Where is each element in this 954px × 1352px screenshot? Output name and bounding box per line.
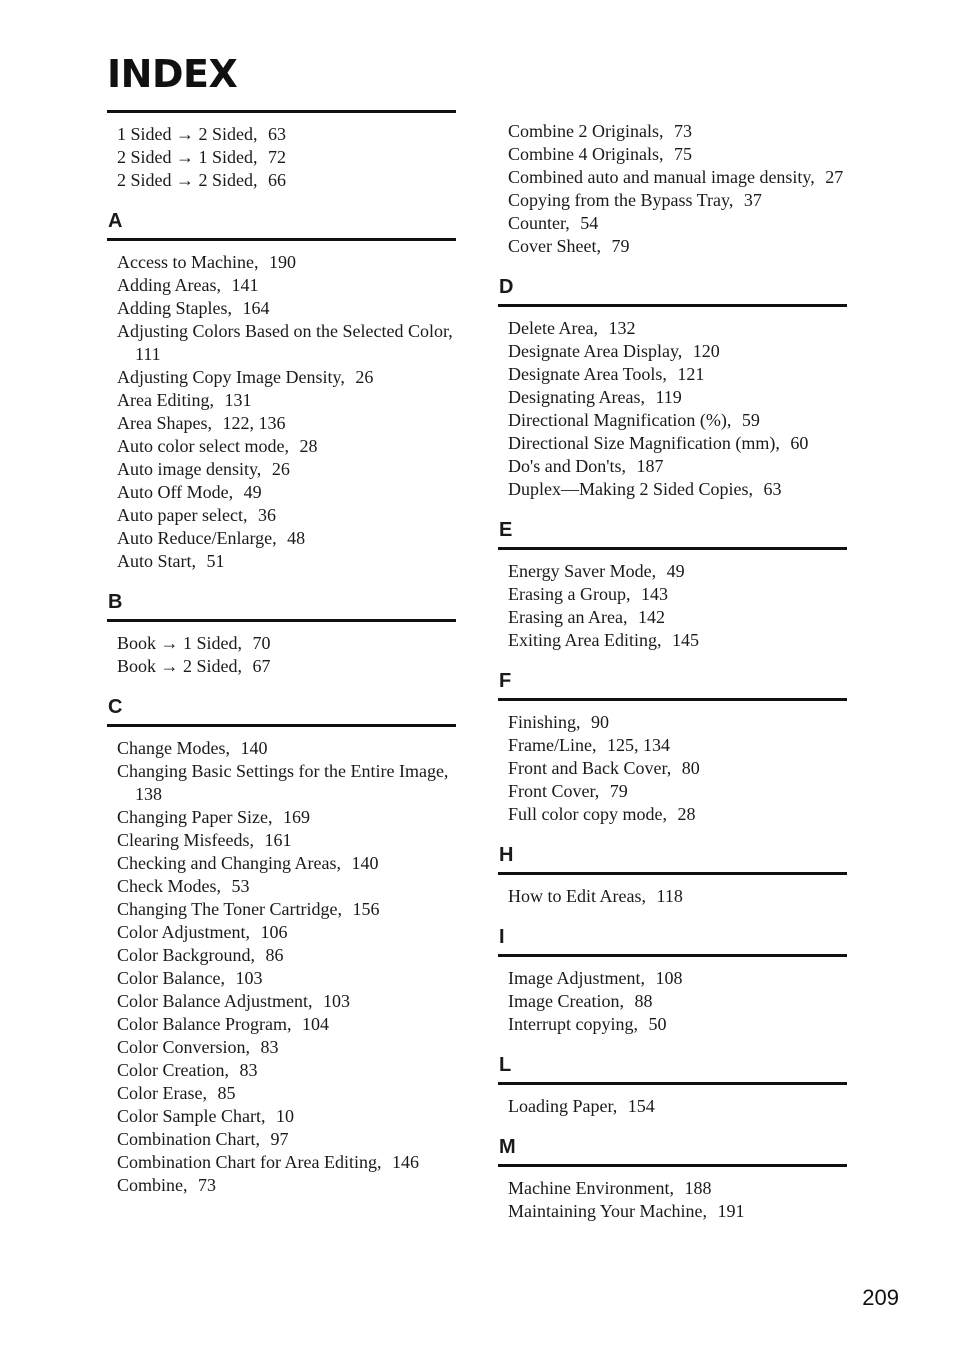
index-entry-term: Erasing a Group,	[508, 584, 631, 604]
index-entry-pages: 132	[608, 318, 636, 338]
section-letter-heading: A	[108, 210, 123, 232]
index-entry-pages: 86	[265, 945, 284, 965]
index-entry	[117, 990, 456, 1013]
index-entry	[508, 143, 847, 166]
index-entry	[117, 297, 456, 320]
index-section	[498, 671, 847, 826]
index-entry	[117, 655, 456, 678]
index-entry-list	[498, 1167, 847, 1223]
index-entry	[117, 251, 456, 274]
index-entry-pages: 26	[355, 367, 374, 387]
index-entry-term: Area Shapes,	[117, 413, 212, 433]
index-entry-term: Color Balance,	[117, 968, 225, 988]
index-entry	[117, 1151, 456, 1174]
index-entry-term: Combine 4 Originals,	[508, 144, 664, 164]
index-entry-pages: 66	[268, 170, 287, 190]
index-entry	[117, 389, 456, 412]
index-section	[498, 1055, 847, 1118]
index-entry-term: Machine Environment,	[508, 1178, 674, 1198]
index-entry	[508, 583, 847, 606]
index-entry-pages: 10	[275, 1106, 294, 1126]
index-entry-pages: 59	[741, 410, 760, 430]
index-section	[498, 120, 847, 258]
index-entry	[117, 481, 456, 504]
index-entry-pages: 118	[656, 886, 683, 906]
index-entry-pages: 73	[198, 1175, 216, 1195]
index-entry	[508, 189, 847, 212]
index-entry-term: Color Balance Adjustment,	[117, 991, 313, 1011]
index-entry	[117, 806, 456, 829]
index-entry-pages: 28	[299, 436, 318, 456]
index-column-right	[498, 120, 847, 1242]
index-entry-term: Exiting Area Editing,	[508, 630, 662, 650]
index-entry	[117, 320, 456, 366]
index-entry-pages: 63	[763, 479, 782, 499]
index-entry-pages: 75	[674, 144, 692, 164]
index-entry-term: Color Background,	[117, 945, 255, 965]
index-entry-term: Changing The Toner Cartridge,	[117, 899, 343, 919]
index-entry-term: Access to Machine,	[117, 252, 259, 272]
index-entry	[117, 875, 456, 898]
index-entry-term: 2 Sided → 2 Sided,	[117, 170, 258, 190]
index-entry-pages: 51	[206, 551, 225, 571]
index-entry-pages: 28	[677, 804, 696, 824]
index-entry-pages: 90	[591, 712, 610, 732]
index-section	[498, 845, 847, 908]
index-entry	[117, 632, 456, 655]
index-entry	[117, 435, 456, 458]
index-entry-term: Combination Chart,	[117, 1129, 260, 1149]
index-section	[498, 927, 847, 1036]
section-letter-heading: H	[499, 844, 514, 866]
index-entry	[508, 340, 847, 363]
index-entry	[508, 317, 847, 340]
index-entry	[508, 235, 847, 258]
index-entry-pages: 85	[217, 1083, 236, 1103]
index-entry	[117, 921, 456, 944]
index-entry-term: Loading Paper,	[508, 1096, 618, 1116]
index-entry-term: Directional Magnification (%),	[508, 410, 732, 430]
index-entry-pages: 138	[135, 784, 162, 804]
index-entry-pages: 80	[681, 758, 700, 778]
index-entry-term: Do's and Don'ts,	[508, 456, 626, 476]
index-entry-pages: 164	[242, 298, 270, 318]
index-entry-pages: 120	[692, 341, 720, 361]
index-section	[107, 592, 456, 678]
index-entry-pages: 188	[684, 1178, 712, 1198]
index-entry	[117, 527, 456, 550]
index-entry-pages: 49	[243, 482, 262, 502]
index-entry-pages: 191	[717, 1201, 745, 1221]
index-entry-pages: 142	[637, 607, 665, 627]
index-entry-term: 2 Sided → 1 Sided,	[117, 147, 258, 167]
index-entry-list	[498, 307, 847, 501]
index-entry-term: Changing Basic Settings for the Entire Image,	[117, 761, 449, 781]
index-entry	[117, 1013, 456, 1036]
index-entry-term: Adding Areas,	[117, 275, 221, 295]
index-entry	[508, 212, 847, 235]
index-entry-term: Adjusting Copy Image Density,	[117, 367, 345, 387]
index-entry	[117, 737, 456, 760]
index-entry-pages: 122, 136	[222, 413, 286, 433]
index-entry-pages: 169	[282, 807, 310, 827]
index-entry-pages: 121	[677, 364, 705, 384]
index-entry-pages: 48	[287, 528, 306, 548]
index-entry-pages: 70	[252, 633, 271, 653]
index-entry	[508, 1200, 847, 1223]
index-entry	[117, 169, 456, 192]
index-entry-term: Front and Back Cover,	[508, 758, 672, 778]
index-entry-pages: 187	[636, 456, 664, 476]
index-entry-pages: 103	[235, 968, 263, 988]
index-entry-term: Full color copy mode,	[508, 804, 667, 824]
index-entry-pages: 79	[609, 781, 628, 801]
index-entry-term: Checking and Changing Areas,	[117, 853, 341, 873]
index-entry-term: Auto paper select,	[117, 505, 248, 525]
index-entry-term: Color Sample Chart,	[117, 1106, 266, 1126]
index-entry-term: Image Creation,	[508, 991, 624, 1011]
index-entry	[508, 1177, 847, 1200]
index-entry	[508, 885, 847, 908]
section-letter-heading: C	[108, 696, 123, 718]
index-entry	[117, 146, 456, 169]
index-entry-list	[498, 875, 847, 908]
index-entry	[117, 760, 456, 806]
index-entry	[508, 967, 847, 990]
index-entry-pages: 50	[648, 1014, 667, 1034]
index-entry-pages: 72	[268, 147, 287, 167]
index-entry	[117, 852, 456, 875]
index-entry	[508, 990, 847, 1013]
index-entry-pages: 108	[655, 968, 683, 988]
index-entry-term: Changing Paper Size,	[117, 807, 273, 827]
index-entry-term: Duplex—Making 2 Sided Copies,	[508, 479, 753, 499]
index-entry	[117, 504, 456, 527]
index-entry-term: Color Creation,	[117, 1060, 229, 1080]
index-entry-pages: 26	[271, 459, 290, 479]
index-entry-pages: 97	[270, 1129, 289, 1149]
index-entry	[508, 1095, 847, 1118]
section-letter-heading: B	[108, 591, 123, 613]
index-entry-pages: 104	[301, 1014, 329, 1034]
index-entry-term: Check Modes,	[117, 876, 221, 896]
index-entry-pages: 37	[743, 190, 762, 210]
index-entry-pages: 143	[640, 584, 668, 604]
index-entry	[117, 967, 456, 990]
section-letter-heading: L	[499, 1054, 512, 1076]
index-entry-pages: 83	[239, 1060, 258, 1080]
index-entry-term: Auto image density,	[117, 459, 262, 479]
index-entry-pages: 106	[260, 922, 288, 942]
index-entry-pages: 125, 134	[606, 735, 670, 755]
section-letter-heading: I	[499, 926, 505, 948]
page-title: INDEX	[107, 52, 238, 96]
index-entry-term: Erasing an Area,	[508, 607, 628, 627]
index-entry-pages: 36	[257, 505, 276, 525]
index-entry-term: Front Cover,	[508, 781, 600, 801]
index-entry	[117, 1059, 456, 1082]
index-entry-term: How to Edit Areas,	[508, 886, 646, 906]
index-entry	[117, 1036, 456, 1059]
index-entry	[117, 1105, 456, 1128]
index-column-left	[107, 110, 456, 1216]
index-entry-term: Color Conversion,	[117, 1037, 250, 1057]
index-entry-term: Adjusting Colors Based on the Selected Color,	[117, 321, 453, 341]
index-entry-list	[107, 622, 456, 678]
index-entry	[508, 363, 847, 386]
index-entry-term: 1 Sided → 2 Sided,	[117, 124, 258, 144]
index-section	[107, 697, 456, 1197]
index-entry-term: Interrupt copying,	[508, 1014, 638, 1034]
index-entry-pages: 54	[580, 213, 599, 233]
index-entry-pages: 145	[671, 630, 699, 650]
index-entry-pages: 119	[655, 387, 682, 407]
index-entry	[117, 1082, 456, 1105]
index-entry-list	[498, 120, 847, 258]
section-letter-heading: E	[499, 519, 513, 541]
index-entry	[117, 458, 456, 481]
index-entry	[508, 478, 847, 501]
index-entry	[117, 274, 456, 297]
index-entry	[508, 455, 847, 478]
index-entry-list	[498, 1085, 847, 1118]
index-entry-list	[498, 701, 847, 826]
index-entry-term: Combine 2 Originals,	[508, 121, 664, 141]
index-entry	[117, 898, 456, 921]
index-entry	[508, 757, 847, 780]
section-letter-heading: F	[499, 670, 512, 692]
index-entry-pages: 79	[611, 236, 630, 256]
index-entry-term: Counter,	[508, 213, 570, 233]
index-entry-list	[498, 957, 847, 1036]
index-entry-list	[107, 727, 456, 1197]
index-entry-pages: 111	[135, 344, 161, 364]
index-entry	[508, 166, 847, 189]
index-section	[498, 1137, 847, 1223]
index-entry	[508, 560, 847, 583]
index-entry-pages: 49	[666, 561, 685, 581]
index-entry-pages: 131	[224, 390, 252, 410]
index-entry-pages: 190	[268, 252, 296, 272]
index-entry	[508, 120, 847, 143]
index-entry-list	[498, 550, 847, 652]
section-letter-heading: D	[499, 276, 514, 298]
index-entry	[117, 412, 456, 435]
index-entry	[117, 366, 456, 389]
index-entry-pages: 83	[260, 1037, 279, 1057]
index-section	[498, 277, 847, 501]
index-entry-term: Combine,	[117, 1175, 188, 1195]
index-entry-term: Auto color select mode,	[117, 436, 289, 456]
index-entry	[508, 606, 847, 629]
index-entry	[508, 629, 847, 652]
index-entry-term: Designate Area Display,	[508, 341, 683, 361]
index-entry	[508, 386, 847, 409]
index-entry-term: Maintaining Your Machine,	[508, 1201, 707, 1221]
index-entry-pages: 140	[240, 738, 268, 758]
index-section	[498, 520, 847, 652]
index-entry-pages: 27	[825, 167, 844, 187]
index-entry	[117, 550, 456, 573]
index-entry-term: Color Balance Program,	[117, 1014, 292, 1034]
index-entry-term: Auto Off Mode,	[117, 482, 234, 502]
index-entry-term: Area Editing,	[117, 390, 214, 410]
index-entry-list	[107, 113, 456, 192]
page-number: 209	[862, 1285, 899, 1310]
index-entry	[508, 1013, 847, 1036]
index-entry-pages: 141	[231, 275, 259, 295]
index-section	[107, 110, 456, 192]
index-entry-term: Color Erase,	[117, 1083, 207, 1103]
index-entry-term: Auto Reduce/Enlarge,	[117, 528, 277, 548]
index-entry-pages: 146	[391, 1152, 419, 1172]
index-entry-term: Designating Areas,	[508, 387, 645, 407]
index-entry-pages: 60	[790, 433, 809, 453]
index-entry-pages: 73	[674, 121, 692, 141]
index-entry-term: Image Adjustment,	[508, 968, 645, 988]
index-entry	[508, 711, 847, 734]
index-entry	[508, 409, 847, 432]
index-entry	[508, 734, 847, 757]
index-entry-term: Energy Saver Mode,	[508, 561, 657, 581]
index-entry-term: Delete Area,	[508, 318, 598, 338]
index-entry-pages: 156	[352, 899, 380, 919]
index-entry-pages: 88	[634, 991, 653, 1011]
index-entry-pages: 154	[627, 1096, 655, 1116]
index-entry-pages: 67	[252, 656, 271, 676]
index-entry-term: Clearing Misfeeds,	[117, 830, 254, 850]
index-entry-term: Cover Sheet,	[508, 236, 601, 256]
index-entry-term: Color Adjustment,	[117, 922, 251, 942]
index-entry	[117, 944, 456, 967]
index-entry-term: Directional Size Magnification (mm),	[508, 433, 780, 453]
index-entry-term: Copying from the Bypass Tray,	[508, 190, 734, 210]
index-entry-pages: 140	[351, 853, 379, 873]
index-entry-term: Finishing,	[508, 712, 581, 732]
index-entry-pages: 103	[322, 991, 350, 1011]
index-entry	[508, 803, 847, 826]
index-entry-term: Combined auto and manual image density,	[508, 167, 815, 187]
index-entry-term: Combination Chart for Area Editing,	[117, 1152, 382, 1172]
index-entry	[508, 432, 847, 455]
index-entry-pages: 161	[264, 830, 292, 850]
index-entry	[117, 123, 456, 146]
index-entry-term: Frame/Line,	[508, 735, 597, 755]
index-entry-pages: 53	[231, 876, 250, 896]
index-entry	[117, 1128, 456, 1151]
index-entry-term: Book → 2 Sided,	[117, 656, 243, 676]
index-entry	[117, 829, 456, 852]
index-entry-term: Change Modes,	[117, 738, 230, 758]
section-letter-heading: M	[499, 1136, 516, 1158]
index-entry	[117, 1174, 456, 1197]
index-entry-term: Designate Area Tools,	[508, 364, 667, 384]
index-entry-list	[107, 241, 456, 573]
index-section	[107, 211, 456, 573]
index-entry-term: Auto Start,	[117, 551, 196, 571]
index-entry-term: Adding Staples,	[117, 298, 232, 318]
index-entry	[508, 780, 847, 803]
index-entry-pages: 63	[268, 124, 287, 144]
index-entry-term: Book → 1 Sided,	[117, 633, 243, 653]
